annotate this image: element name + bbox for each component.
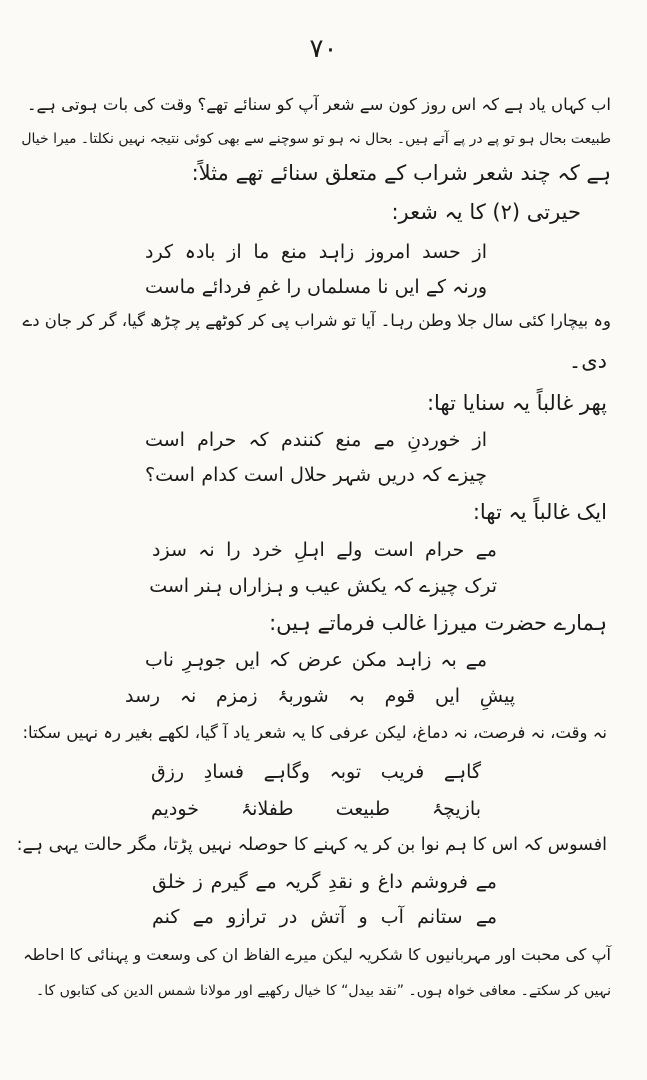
page-number: ۷۰ xyxy=(309,34,338,64)
prose-line: آپ کی محبت اور مہربانیوں کا شکریہ لیکن میرے الفاظ ان کی وسعت و پہنائی کا احاطہ xyxy=(23,945,611,964)
prose-line: طبیعت بحال ہو تو پے در پے آتے ہیں۔ بحال نہ ہو تو سوچنے سے بھی کوئی نتیجہ نہیں نکلتا۔ میرا خیال xyxy=(21,131,611,147)
verse-intro: پھر غالباً یہ سنایا تھا: xyxy=(426,391,607,415)
verse-line: از خوردنِ مے منع کنندم کہ حرام است xyxy=(145,429,487,451)
verse-line: ورنہ کے ایں نا مسلماں را غمِ فردائے ماست xyxy=(145,276,487,298)
verse-line: از حسد امروز زاہد منع ما از بادہ کرد xyxy=(145,241,487,263)
prose-line: اب کہاں یاد ہے کہ اس روز کون سے شعر آپ کو سنائے تھے؟ وقت کی بات ہوتی ہے۔ xyxy=(26,95,611,114)
verse-line: چیزے کہ دریں شہر حلال است کدام است؟ xyxy=(145,464,487,486)
prose-line: نہیں کر سکتے۔ معافی خواہ ہوں۔ ”نقد بیدل“ کا خیال رکھیے اور مولانا شمس الدین کی کتابوں کا۔ xyxy=(36,983,611,999)
verse-line: بازیچۂ طبیعت طفلانۂ خودیم xyxy=(151,798,481,820)
verse-line: مے فروشم داغ و نقدِ گریہ مے گیرم ز خلق xyxy=(152,871,497,893)
prose-line: وہ بیچارا کئی سال جلا وطن رہا۔ آیا تو شراب پی کر کوٹھے پر چڑھ گیا، گر کر جان دے xyxy=(22,311,611,330)
prose-line: افسوس کہ اس کا ہم نوا بن کر یہ کہنے کا حوصلہ نہیں پڑتا، مگر حالت یہی ہے: xyxy=(16,835,607,855)
verse-line: پیشِ ایں قوم بہ شوربۂ زمزم نہ رسد xyxy=(125,685,515,707)
verse-line: ترک چیزے کہ یکش عیب و ہزاراں ہنر است xyxy=(149,575,497,597)
verse-line: مے حرام است ولے اہلِ خرد را نہ سزد xyxy=(152,539,497,561)
prose-line: ہے کہ چند شعر شراب کے متعلق سنائے تھے مثلاً: xyxy=(191,161,611,185)
verse-intro: ایک غالباً یہ تھا: xyxy=(472,500,607,524)
prose-line: نہ وقت، نہ فرصت، نہ دماغ، لیکن عرفی کا یہ شعر یاد آ گیا، لکھے بغیر رہ نہیں سکتا: xyxy=(22,723,607,742)
verse-intro: حیرتی (۲) کا یہ شعر: xyxy=(391,200,581,224)
verse-line: گاہے فریب توبہ وگاہے فسادِ رزق xyxy=(151,761,481,783)
verse-intro: ہمارے حضرت میرزا غالب فرماتے ہیں: xyxy=(269,611,607,635)
prose-line: دی۔ xyxy=(568,349,607,373)
verse-line: مے بہ زاہد مکن عرض کہ ایں جوہرِ ناب xyxy=(145,649,487,671)
verse-line: مے ستانم آب و آتش در ترازو مے کنم xyxy=(152,906,497,928)
